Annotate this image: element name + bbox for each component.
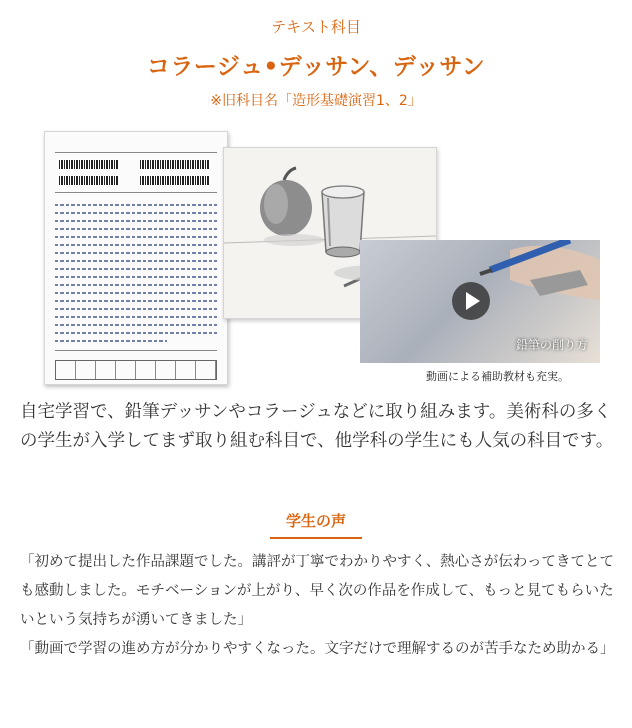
student-voice-heading: 学生の声 (285, 512, 346, 530)
former-course-name: ※旧科目名「造形基礎演習1、2」 (210, 93, 422, 109)
play-icon[interactable] (452, 282, 490, 320)
video-title: 鉛筆の削り方 (515, 338, 588, 352)
student-quotes (20, 548, 620, 664)
course-category: テキスト科目 (271, 18, 361, 36)
heading-underline (270, 537, 362, 539)
course-title: コラージュ•デッサン、デッサン (146, 54, 486, 80)
report-sheet-image (44, 131, 228, 385)
video-thumbnail[interactable] (360, 240, 600, 363)
student-quote-2: 「動画で学習の進め方が分かりやすくなった。文字だけで理解するのが苦手なため助かる」 (20, 641, 615, 657)
course-visual (40, 125, 600, 387)
student-quote-1: 「初めて提出した作品課題でした。講評が丁寧でわかりやすく、熱心さが伝わってきてとても感動しました。モチベーションが上がり、早く次の作品を作成して、もっと見てもらいたいという気持ちが湧いてきました」 (20, 554, 615, 628)
course-description: 自宅学習で、鉛筆デッサンやコラージュなどに取り組みます。美術科の多くの学生が入学してまず取り組む科目で、他学科の学生にも人気の科目です。 (20, 402, 614, 451)
video-caption: 動画による補助教材も充実。 (426, 370, 569, 383)
